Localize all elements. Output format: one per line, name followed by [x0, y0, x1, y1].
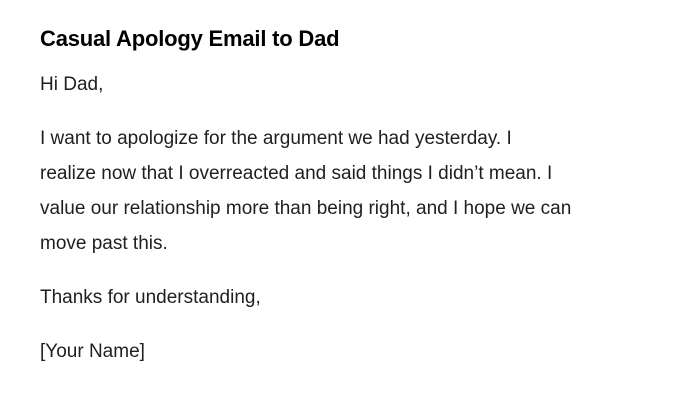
greeting: Hi Dad,	[40, 74, 104, 95]
body-line-3: value our relationship more than being right, and I hope we can	[40, 198, 572, 219]
body-line-4: move past this.	[40, 233, 168, 254]
document-title: Casual Apology Email to Dad	[40, 26, 340, 51]
body-paragraph	[40, 121, 660, 261]
closing: Thanks for understanding,	[40, 287, 261, 308]
body-line-2: realize now that I overreacted and said things I didn’t mean. I	[40, 163, 553, 184]
signature-placeholder: [Your Name]	[40, 341, 145, 362]
body-line-1: I want to apologize for the argument we had yesterday. I	[40, 128, 512, 149]
